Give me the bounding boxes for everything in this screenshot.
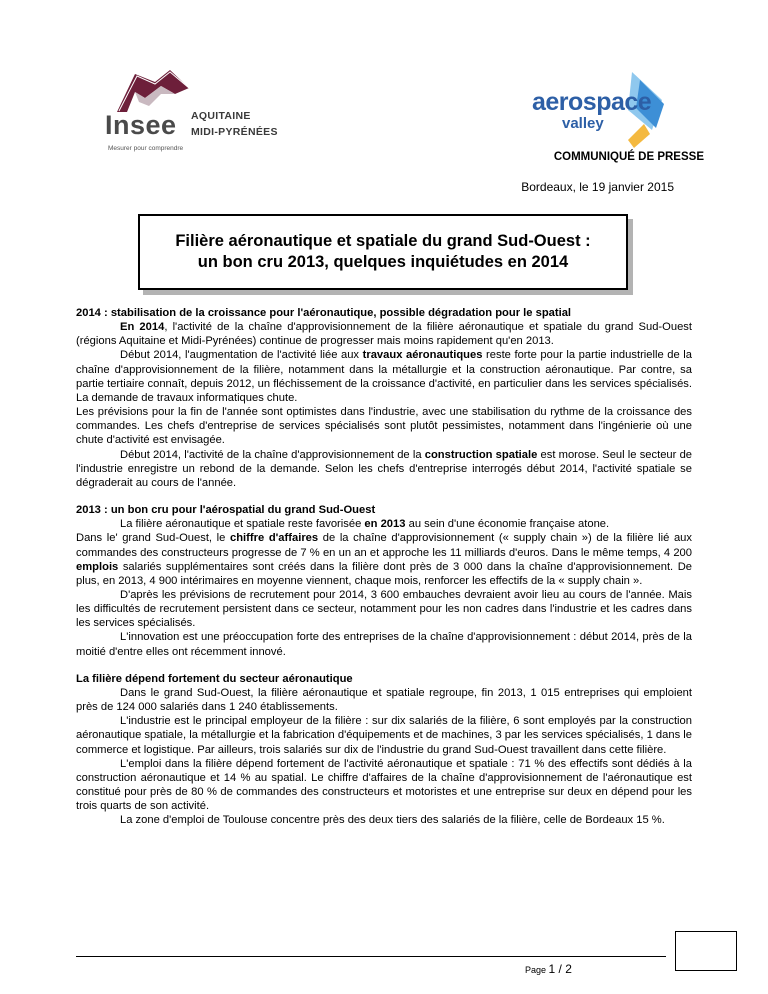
page-label: Page (525, 965, 547, 975)
emphasis-text: construction spatiale (424, 448, 538, 461)
emphasis-text: en 2013 (364, 518, 406, 531)
page-number: 1 / 2 (548, 962, 572, 976)
insee-region-line1: AQUITAINE (191, 110, 251, 122)
paragraph-text: , l'activité de la chaîne d'approvisionnement de la filière aéronautique et spatiale du grand Sud-Ouest (régions Aquitaine et Midi-Pyrénées) continue de progresser mais moins rapidement qu'en 2013. (76, 321, 693, 348)
paragraph (76, 588, 692, 630)
emphasis-text: chiffre d'affaires (230, 532, 319, 545)
paragraph-text: Début 2014, l'activité de la chaîne d'approvisionnement de la (120, 448, 425, 461)
paragraph-text: L'emploi dans la filière dépend fortement de l'activité aéronautique et spatiale : 71 % des effectifs sont dédiés à la construction aéronautique et 14 % au spatial. Le chiffre d'affaires de la chaîne d'approvisionnement de l'aéronautique est constitué pour près de 80 % de commandes des constructeurs et motoristes et une entreprise sur deux en dépend pour les trois quarts de son activité. (76, 757, 692, 813)
paragraph-text: L'industrie est le principal employeur de la filière : sur dix salariés de la filière, 6 sont employés par la construction aéronautique spatiale, la métallurgie et la fabrication d'équipements et de machines, 3 par les services spécialisés, 1 dans le commerce et logistique. Par ailleurs, trois salariés sur dix de l'industrie du grand Sud-Ouest travaillent dans cette filière. (76, 715, 692, 756)
emphasis-text: emplois (76, 560, 119, 573)
emphasis-text: travaux aéronautiques (362, 349, 483, 362)
paragraph-text: salariés supplémentaires sont créés dans la filière dont près de 3 000 dans la chaîne d'approvisionnement. De plus, en 2013, 4 900 intérimaires en moyenne viennent, chaque mois, renforcer les effectifs de la « supply chain ». (76, 560, 692, 587)
article-section (76, 672, 692, 828)
paragraph (76, 320, 692, 348)
section-heading: 2013 : un bon cru pour l'aérospatial du grand Sud-Ouest (76, 504, 376, 517)
paragraph (76, 348, 692, 405)
paragraph (76, 686, 692, 714)
paragraph-text: Dans le grand Sud-Ouest, la filière aéronautique et spatiale regroupe, fin 2013, 1 015 entreprises qui emploient près de 124 000 salariés dans 1 240 établissements. (76, 686, 692, 714)
paragraph-text: La filière aéronautique et spatiale reste favorisée (120, 518, 365, 531)
page-indicator (525, 962, 572, 976)
insee-wordmark: Insee (105, 110, 177, 140)
paragraph-text: Dans le' grand Sud-Ouest, le (76, 532, 230, 545)
paragraph-text: Les prévisions pour la fin de l'année sont optimistes dans l'industrie, avec une stabilisation du rythme de la croissance des commandes. Les chefs d'entreprise de services spécialisés sont plutôt pessimistes, notamment dans l'ingénierie où une chute d'activité est envisagée. (76, 406, 692, 447)
paragraph (76, 531, 692, 588)
paragraph-text: La zone d'emploi de Toulouse concentre près des deux tiers des salariés de la filière, celle de Bordeaux 15 %. (120, 814, 665, 827)
footer-divider (76, 956, 666, 957)
paragraph-text: de la chaîne d'approvisionnement (« supply chain ») de la filière lié aux commandes des constructeurs progresse de 7 % en un an et approche les 11 milliards d'euros. Dans le même temps, 4 200 (76, 532, 692, 559)
paragraph (76, 405, 692, 447)
paragraph (76, 517, 692, 531)
aerospace-wordmark: aerospace (532, 88, 652, 116)
insee-logo (105, 68, 285, 160)
article-section (76, 306, 692, 490)
press-release-date: Bordeaux, le 19 janvier 2015 (521, 180, 674, 194)
article-body (76, 306, 692, 840)
aerospace-valley-logo (532, 70, 672, 150)
section-heading: 2014 : stabilisation de la croissance pour l'aéronautique, possible dégradation pour le spatial (76, 307, 572, 319)
insee-emblem-icon (115, 68, 195, 112)
press-release-label: COMMUNIQUÉ DE PRESSE (553, 151, 704, 163)
valley-wordmark: valley (562, 115, 604, 132)
article-section (76, 503, 692, 659)
corner-box (675, 931, 737, 971)
paragraph (76, 757, 692, 814)
section-heading: La filière dépend fortement du secteur aéronautique (76, 672, 353, 685)
insee-region-line2: MIDI-PYRÉNÉES (191, 126, 278, 138)
paragraph-text: L'innovation est une préoccupation forte des entreprises de la chaîne d'approvisionnement : début 2014, près de la moitié d'entre elles ont récemment innové. (76, 631, 692, 658)
paragraph (76, 448, 692, 490)
paragraph-text: Début 2014, l'augmentation de l'activité liée aux (120, 349, 363, 362)
headline-box (138, 214, 628, 290)
headline-line1: Filière aéronautique et spatiale du grand Sud-Ouest : (175, 232, 591, 250)
paragraph-text: D'après les prévisions de recrutement pour 2014, 3 600 embauches devraient avoir lieu au cours de l'année. Mais les difficultés de recrutement persistent dans ce secteur, notamment pour les non cadres dans l'industrie et les cadres dans les services spécialisés. (76, 588, 692, 630)
paragraph-text: au sein d'une économie française atone. (405, 518, 610, 531)
headline-line2: un bon cru 2013, quelques inquiétudes en 2014 (197, 253, 569, 271)
paragraph (76, 714, 692, 756)
insee-tagline: Mesurer pour comprendre (108, 145, 184, 152)
paragraph-text: est morose. Seul le secteur de l'industrie enregistre un rebond de la demande. Selon les chefs d'entreprise interrogés début 2014, l'activité spatiale se dégraderait au cours de l'année. (76, 448, 693, 489)
paragraph (76, 813, 692, 827)
emphasis-text: En 2014 (120, 321, 165, 334)
paragraph-text: reste forte pour la partie industrielle de la chaîne d'approvisionnement de la filière, notamment dans la métallurgie et la construction aéronautique. Par contre, sa partie tertiaire connaît, depuis 2012, un fléchissement de la croissance d'activité, en particulier dans les services spécialisés. La demande de travaux informatiques chute. (76, 349, 692, 404)
paragraph (76, 630, 692, 658)
